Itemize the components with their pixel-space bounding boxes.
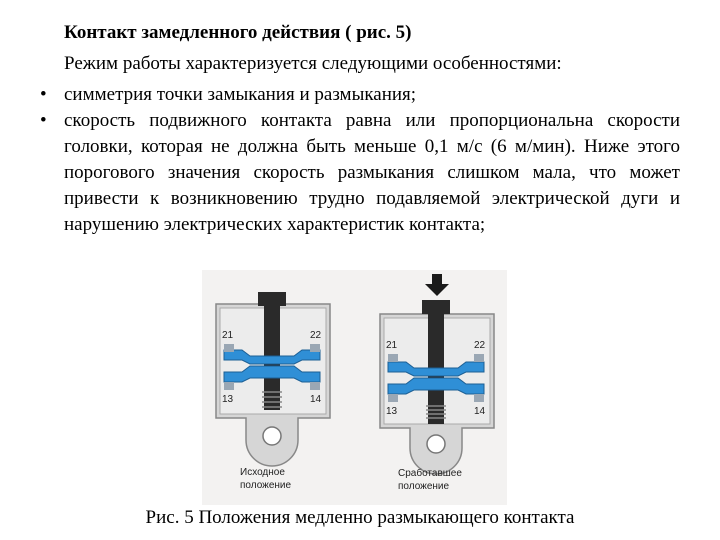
right-position-label-line1: Сработавшее [398, 468, 462, 479]
left-position-label-line1: Исходное [240, 467, 285, 478]
left-terminal-21: 21 [222, 330, 234, 341]
bullet-marker: • [40, 84, 47, 105]
contact-positions-figure [202, 270, 507, 505]
left-terminal-14: 14 [310, 394, 322, 405]
figure-caption: Рис. 5 Положения медленно размыкающего контакта [145, 507, 575, 528]
right-terminal-21: 21 [386, 340, 398, 351]
left-terminal-22: 22 [310, 330, 322, 341]
left-contact-block [216, 292, 330, 491]
left-mounting-hole [263, 427, 281, 445]
left-terminal-13: 13 [222, 394, 234, 405]
bullet-marker: • [40, 110, 47, 131]
right-contact-block [380, 274, 494, 492]
feature-item-speed [40, 108, 680, 238]
left-position-label-line2: положение [240, 480, 292, 491]
feature-list [40, 82, 680, 238]
right-position-label-line2: положение [398, 481, 450, 492]
right-terminal-14: 14 [474, 406, 486, 417]
intro-text: Режим работы характеризуется следующими особенностями: [64, 53, 562, 74]
feature-text: скорость подвижного контакта равна или пропорциональна скорости головки, которая не должна быть меньше 0,1 м/с (6 м/мин). Ниже этого порогового значения скорость размыкания слишком мала, что может привести к возникновению трудно подавляемой электрической дуги и нарушению электрических характеристик контакта; [64, 110, 680, 235]
right-terminal-22: 22 [474, 340, 486, 351]
feature-text: симметрия точки замыкания и размыкания; [64, 84, 417, 105]
down-arrow-icon [425, 274, 449, 296]
contact-diagram [202, 270, 507, 505]
feature-item-symmetry [40, 82, 680, 108]
section-heading: Контакт замедленного действия ( рис. 5) [64, 22, 412, 43]
right-terminal-13: 13 [386, 406, 398, 417]
right-mounting-hole [427, 435, 445, 453]
